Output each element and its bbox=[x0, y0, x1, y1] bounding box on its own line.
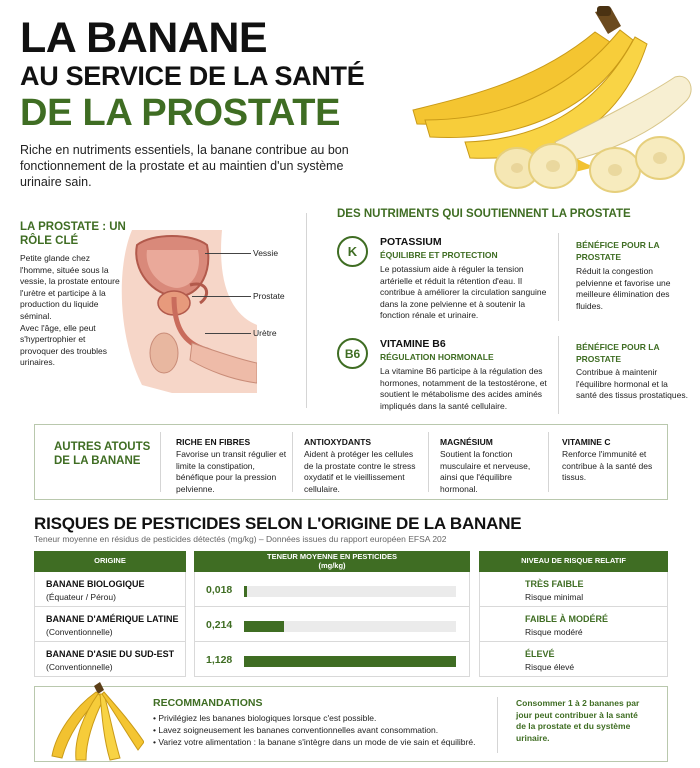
atout-text-fibres: Favorise un transit régulier et limite la constipation, bénéfique pour la pression pelvienne. bbox=[176, 449, 287, 494]
bar-fill-bio bbox=[244, 586, 247, 597]
atouts-title: AUTRES ATOUTS DE LA BANANE bbox=[54, 441, 151, 467]
recommandations-list bbox=[153, 712, 475, 748]
bar-track-bio bbox=[244, 586, 456, 597]
recommandations-divider bbox=[497, 697, 498, 753]
banana-bunch-illustration bbox=[44, 678, 144, 764]
atouts-divider-3 bbox=[428, 432, 429, 492]
potassium-text: Le potassium aide à réguler la tension artérielle et réduit la rétention d'eau. Il contribue à améliorer la circulation sanguine dans la zone pelvienne et à soutenir la fonction rénale et urinaire. bbox=[380, 264, 547, 320]
potassium-name: POTASSIUM bbox=[380, 236, 442, 248]
label-prostate: Prostate bbox=[253, 291, 285, 301]
risk-level-asie: ÉLEVÉ bbox=[525, 649, 555, 659]
bar-fill-latam bbox=[244, 621, 284, 632]
list-item: • Lavez soigneusement les bananes conventionnelles avant consommation. bbox=[153, 724, 475, 736]
vitamin-b6-icon: B6 bbox=[337, 338, 368, 369]
nutrients-title: DES NUTRIMENTS QUI SOUTIENNENT LA PROSTATE bbox=[337, 208, 631, 220]
origin-name-asie: BANANE D'ASIE DU SUD-EST bbox=[46, 649, 175, 659]
origin-name-bio: BANANE BIOLOGIQUE bbox=[46, 579, 145, 589]
label-uretre: Urètre bbox=[253, 328, 277, 338]
list-item: • Variez votre alimentation : la banane s'intègre dans un mode de vie sain et équilibré. bbox=[153, 736, 475, 748]
potassium-benefit-text: Réduit la congestion pelvienne et favorise une meilleure élimination des fluides. bbox=[576, 266, 671, 311]
b6-benefit-divider bbox=[558, 336, 559, 414]
bar-track-asie bbox=[244, 656, 456, 667]
bar-track-latam bbox=[244, 621, 456, 632]
recommandations-title: RECOMMANDATIONS bbox=[153, 697, 263, 709]
potassium-subtitle: ÉQUILIBRE ET PROTECTION bbox=[380, 250, 498, 260]
origin-sub-latam: (Conventionnelle) bbox=[46, 627, 113, 637]
origin-sub-asie: (Conventionnelle) bbox=[46, 662, 113, 672]
atout-name-fibres: RICHE EN FIBRES bbox=[176, 437, 251, 447]
banana-hero-illustration bbox=[405, 2, 700, 197]
potassium-benefit-divider bbox=[558, 233, 559, 321]
list-item: • Privilégiez les bananes biologiques lorsque c'est possible. bbox=[153, 712, 475, 724]
header-content: TENEUR MOYENNE EN PESTICIDES (mg/kg) bbox=[194, 551, 470, 572]
atout-text-antioxydants: Aident à protéger les cellules de la prostate contre le stress oxydatif et le vieillissement cellulaire. bbox=[304, 449, 416, 494]
risk-level-bio: TRÈS FAIBLE bbox=[525, 579, 584, 589]
section-divider bbox=[306, 213, 307, 408]
pesticides-title: RISQUES DE PESTICIDES SELON L'ORIGINE DE LA BANANE bbox=[34, 514, 522, 533]
b6-benefit-title: BÉNÉFICE POUR LA PROSTATE bbox=[576, 342, 660, 364]
risk-level-latam: FAIBLE À MODÉRÉ bbox=[525, 614, 609, 624]
origin-name-latam: BANANE D'AMÉRIQUE LATINE bbox=[46, 614, 179, 624]
atout-name-magnesium: MAGNÉSIUM bbox=[440, 437, 493, 447]
risk-sub-asie: Risque élevé bbox=[525, 662, 575, 672]
atout-text-vitamine-c: Renforce l'immunité et contribue à la santé des tissus. bbox=[562, 449, 653, 482]
label-vessie: Vessie bbox=[253, 248, 279, 258]
value-asie: 1,128 bbox=[206, 654, 233, 666]
uretre-leader-line bbox=[205, 333, 251, 334]
title-line-3: DE LA PROSTATE bbox=[20, 92, 341, 134]
origin-sub-bio: (Équateur / Pérou) bbox=[46, 592, 116, 602]
bar-fill-asie bbox=[244, 656, 456, 667]
pesticides-subtitle: Teneur moyenne en résidus de pesticides détectés (mg/kg) – Données issues du rapport européen EFSA 202 bbox=[34, 534, 447, 544]
risk-sub-latam: Risque modéré bbox=[525, 627, 583, 637]
prostate-anatomy-illustration bbox=[112, 225, 257, 393]
prostate-text bbox=[20, 253, 120, 369]
header-origin: ORIGINE bbox=[34, 551, 186, 572]
recommandations-side-text: Consommer 1 à 2 bananes par jour peut contribuer à la santé de la prostate et du système urinaire. bbox=[516, 698, 640, 743]
title-line-1: LA BANANE bbox=[20, 14, 268, 62]
vitamin-b6-text: La vitamine B6 participe à la régulation des hormones, notamment de la testostérone, et soutient le métabolisme des acides aminés impliqués dans la santé cellulaire. bbox=[380, 366, 547, 411]
vitamin-b6-name: VITAMINE B6 bbox=[380, 338, 446, 350]
header-risk: NIVEAU DE RISQUE RELATIF bbox=[479, 551, 668, 572]
value-latam: 0,214 bbox=[206, 619, 233, 631]
vitamin-b6-subtitle: RÉGULATION HORMONALE bbox=[380, 352, 494, 362]
atouts-divider-4 bbox=[548, 432, 549, 492]
prostate-text-1: Petite glande chez l'homme, située sous la vessie, la prostate entoure l'urètre et participe à la production du liquide séminal. bbox=[20, 253, 120, 321]
atout-name-antioxydants: ANTIOXYDANTS bbox=[304, 437, 372, 447]
atout-name-vitamine-c: VITAMINE C bbox=[562, 437, 611, 447]
risk-sub-bio: Risque minimal bbox=[525, 592, 584, 602]
potassium-benefit-title: BÉNÉFICE POUR LA PROSTATE bbox=[576, 240, 660, 262]
value-bio: 0,018 bbox=[206, 584, 233, 596]
vessie-leader-line bbox=[205, 253, 251, 254]
potassium-icon: K bbox=[337, 236, 368, 267]
prostate-text-2: Avec l'âge, elle peut s'hypertrophier et provoquer des troubles urinaires. bbox=[20, 322, 107, 368]
b6-benefit-text: Contribue à maintenir l'équilibre hormonal et la santé des tissus prostatiques. bbox=[576, 367, 688, 400]
title-line-2: AU SERVICE DE LA SANTÉ bbox=[20, 61, 365, 91]
atouts-divider-1 bbox=[160, 432, 161, 492]
prostate-leader-line bbox=[192, 296, 251, 297]
atout-text-magnesium: Soutient la fonction musculaire et nerveuse, ainsi que l'équilibre hormonal. bbox=[440, 449, 531, 494]
intro-text: Riche en nutriments essentiels, la banane contribue au bon fonctionnement de la prostate et au maintien d'un système urinaire sain. bbox=[20, 143, 349, 189]
atouts-divider-2 bbox=[292, 432, 293, 492]
prostate-title: LA PROSTATE : UN RÔLE CLÉ bbox=[20, 221, 126, 247]
